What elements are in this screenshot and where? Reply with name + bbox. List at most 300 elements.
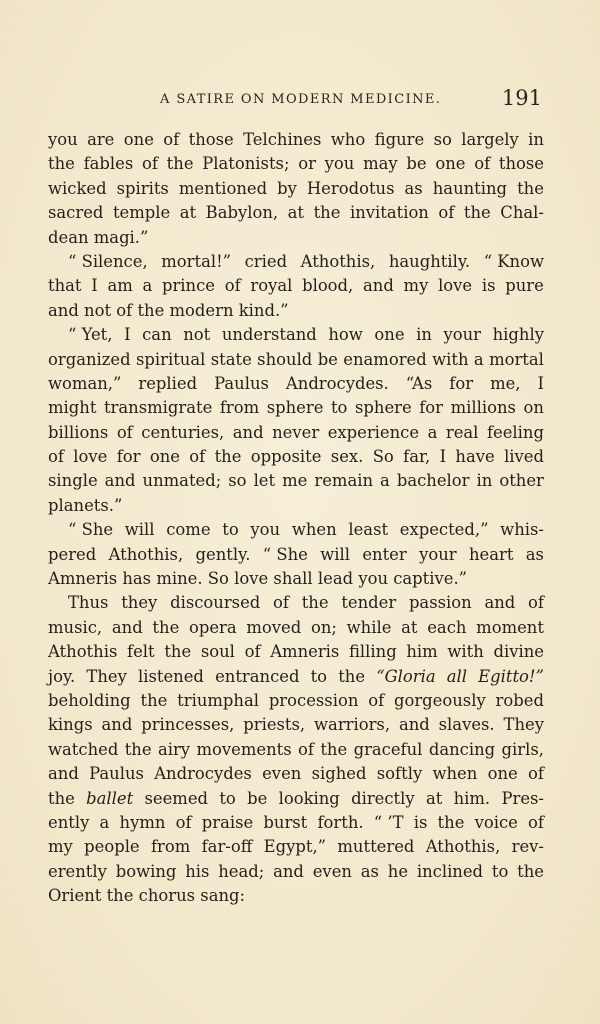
word: a xyxy=(99,812,110,832)
word: to xyxy=(310,666,328,686)
word: beholding xyxy=(48,690,131,710)
word: Athothis xyxy=(48,642,118,662)
text-line xyxy=(48,299,544,323)
word: one xyxy=(123,130,154,149)
word: lived xyxy=(504,447,544,467)
word: “ Know xyxy=(483,251,544,271)
word: robed xyxy=(495,690,544,710)
word: as xyxy=(360,861,379,881)
word: So xyxy=(372,447,394,467)
word: moment xyxy=(476,617,544,637)
word: on; xyxy=(310,617,337,637)
word: unmated; xyxy=(142,471,222,491)
word: remain xyxy=(314,471,374,491)
word: Pres- xyxy=(501,788,544,808)
word: my xyxy=(403,276,429,296)
word: on xyxy=(523,398,544,418)
word: of xyxy=(244,642,261,662)
word: you xyxy=(324,154,355,174)
word: figure xyxy=(374,130,425,149)
word: ballet xyxy=(86,788,134,808)
word: wicked xyxy=(48,178,107,198)
word: prince xyxy=(161,276,215,296)
word: they xyxy=(121,593,158,613)
word: the xyxy=(152,617,180,637)
word: be xyxy=(406,154,427,174)
word: “ She xyxy=(68,520,114,540)
word: of xyxy=(368,690,385,710)
word: “ She xyxy=(262,544,308,564)
word: soul xyxy=(200,642,235,662)
word: while xyxy=(346,617,392,637)
text-line xyxy=(48,811,544,835)
text-line xyxy=(48,445,544,469)
text-line xyxy=(48,689,544,713)
page-number: 191 xyxy=(501,86,542,110)
word: Paulus xyxy=(89,764,144,784)
word: of xyxy=(273,593,289,613)
word: even xyxy=(312,861,352,881)
text-line xyxy=(48,713,544,737)
text-line xyxy=(48,860,544,884)
word: fables xyxy=(83,154,134,174)
word: so xyxy=(433,130,452,149)
word: planets.” xyxy=(48,495,123,515)
word: that xyxy=(48,276,82,296)
word: a xyxy=(427,422,438,442)
word: sphere xyxy=(354,398,412,418)
word: and xyxy=(111,617,143,637)
word: of xyxy=(528,812,544,832)
word: to xyxy=(491,861,509,881)
word: inclined xyxy=(416,861,484,881)
word: love xyxy=(73,447,108,467)
text-line xyxy=(48,591,544,615)
word: the xyxy=(106,886,134,906)
text-line xyxy=(48,226,544,250)
word: kings xyxy=(48,715,93,735)
word: So xyxy=(207,569,229,589)
page-header xyxy=(48,86,544,116)
word: the xyxy=(517,178,544,198)
word: rev- xyxy=(511,837,544,857)
word: experience xyxy=(327,422,420,442)
text-line xyxy=(48,348,544,372)
word: bachelor xyxy=(396,471,470,491)
word: mentioned xyxy=(178,178,268,198)
word: of xyxy=(438,203,455,223)
word: bowing xyxy=(115,861,177,881)
word: Athothis, xyxy=(425,837,501,857)
word: to xyxy=(222,520,239,540)
word: so xyxy=(228,471,247,491)
word: heart xyxy=(468,544,514,564)
word: divine xyxy=(493,642,544,662)
word: centuries, xyxy=(141,422,225,442)
word: expected,” xyxy=(399,520,489,540)
word: I xyxy=(91,276,98,296)
word: you xyxy=(250,520,281,540)
word: woman,” xyxy=(48,373,122,393)
word: come xyxy=(166,520,211,540)
word: one xyxy=(435,154,466,174)
word: the xyxy=(437,812,465,832)
word: seemed xyxy=(144,788,209,808)
word: triumphal xyxy=(177,690,259,710)
word: praise xyxy=(201,812,254,832)
word: even xyxy=(262,764,302,784)
word: cried xyxy=(244,251,288,271)
word: and xyxy=(48,764,79,784)
word: Athothis, xyxy=(108,544,184,564)
word: voice xyxy=(474,812,518,832)
word: “ Yet, xyxy=(68,325,113,345)
word: Orient xyxy=(48,886,102,906)
word: or xyxy=(298,154,316,174)
word: warriors, xyxy=(314,715,391,735)
word: the xyxy=(301,593,329,613)
text-line xyxy=(48,201,544,225)
word: me, xyxy=(490,373,521,393)
word: dean xyxy=(48,227,89,247)
word: and xyxy=(362,276,394,296)
text-line xyxy=(48,835,544,859)
word: the xyxy=(166,154,194,174)
word: with xyxy=(447,642,484,662)
word: will xyxy=(124,520,155,540)
word: I xyxy=(439,447,447,467)
text-line xyxy=(48,616,544,640)
word: Amneris xyxy=(270,642,340,662)
text-line xyxy=(48,494,544,518)
word: be xyxy=(317,349,338,369)
word: sphere xyxy=(266,398,324,418)
word: for xyxy=(419,398,444,418)
text-line xyxy=(48,884,544,908)
word: of xyxy=(163,130,180,149)
word: replied xyxy=(138,373,198,393)
word: of xyxy=(224,276,241,296)
word: him. xyxy=(453,788,491,808)
word: moved xyxy=(246,617,302,637)
word: haughtily. xyxy=(388,251,471,271)
word: to xyxy=(330,398,348,418)
text-line xyxy=(48,738,544,762)
word: highly xyxy=(492,325,544,345)
word: one xyxy=(487,764,518,784)
text-line xyxy=(48,152,544,176)
word: my xyxy=(48,837,73,857)
word: people xyxy=(84,837,140,857)
word: “ Silence, xyxy=(68,251,148,271)
word: the xyxy=(338,666,366,686)
word: airy xyxy=(157,739,191,759)
word: have xyxy=(455,447,495,467)
word: enter xyxy=(362,544,407,564)
word: gorgeously xyxy=(393,690,486,710)
text-line xyxy=(48,421,544,445)
text-line xyxy=(48,469,544,493)
word: chorus xyxy=(138,886,196,906)
word: Amneris xyxy=(48,569,118,589)
word: in xyxy=(476,471,493,491)
word: Paulus xyxy=(214,373,269,393)
running-title: A SATIRE ON MODERN MEDICINE. xyxy=(160,92,442,107)
word: forth. xyxy=(317,812,364,832)
word: sacred xyxy=(48,203,104,223)
text-line xyxy=(48,762,544,786)
body-text xyxy=(48,128,544,909)
word: organized xyxy=(48,349,131,369)
word: pure xyxy=(505,276,544,296)
word: Egypt,” xyxy=(263,837,327,857)
word: by xyxy=(277,178,297,198)
text-line xyxy=(48,396,544,420)
word: be xyxy=(247,788,268,808)
word: girls, xyxy=(501,739,544,759)
word: feeling xyxy=(486,422,544,442)
word: watched xyxy=(48,739,119,759)
word: transmigrate xyxy=(103,398,213,418)
word: should xyxy=(257,349,313,369)
word: from xyxy=(219,398,260,418)
word: dancing xyxy=(428,739,496,759)
word: at xyxy=(425,788,443,808)
word: he xyxy=(387,861,409,881)
word: when xyxy=(432,764,478,784)
word: a xyxy=(380,471,390,491)
word: me xyxy=(282,471,308,491)
word: the xyxy=(48,788,75,808)
word: Chal- xyxy=(500,203,544,223)
word: magi.” xyxy=(93,227,149,247)
word: and xyxy=(484,593,516,613)
word: princesses, xyxy=(141,715,235,735)
word: tender xyxy=(341,593,397,613)
word: the xyxy=(124,739,152,759)
word: gently. xyxy=(195,544,251,564)
word: real xyxy=(445,422,479,442)
word: those xyxy=(498,154,544,174)
text-line xyxy=(48,372,544,396)
word: you xyxy=(48,130,78,149)
word: you xyxy=(358,569,388,589)
word: are xyxy=(87,130,115,149)
word: spirits xyxy=(116,178,169,198)
word: one xyxy=(149,447,180,467)
word: the xyxy=(164,642,192,662)
word: one xyxy=(374,325,405,345)
word: how xyxy=(328,325,363,345)
word: softly xyxy=(376,764,423,784)
word: invitation xyxy=(349,203,429,223)
word: of xyxy=(298,739,314,759)
text-line xyxy=(48,128,544,152)
word: directly xyxy=(351,788,415,808)
word: mine. xyxy=(156,569,203,589)
text-line xyxy=(48,640,544,664)
word: love xyxy=(234,569,269,589)
word: filling xyxy=(348,642,397,662)
word: priests, xyxy=(243,715,306,735)
word: looking xyxy=(278,788,340,808)
word: passion xyxy=(408,593,472,613)
word: least xyxy=(348,520,389,540)
word: head; xyxy=(218,861,265,881)
word: pered xyxy=(48,544,97,564)
word: not xyxy=(183,325,211,345)
word: kind.” xyxy=(238,300,289,320)
word: ently xyxy=(48,812,90,832)
word: Babylon, xyxy=(205,203,279,223)
word: Thus xyxy=(68,593,109,613)
word: sex. xyxy=(330,447,364,467)
text-line xyxy=(48,250,544,274)
word: billions xyxy=(48,422,109,442)
word: and xyxy=(101,715,133,735)
word: slaves. xyxy=(438,715,495,735)
word: when xyxy=(291,520,337,540)
text-line xyxy=(48,543,544,567)
word: the xyxy=(48,154,75,174)
word: the xyxy=(517,861,544,881)
word: with xyxy=(432,349,469,369)
word: of xyxy=(48,447,64,467)
word: joy. xyxy=(48,666,76,686)
word: at xyxy=(401,617,418,637)
word: haunting xyxy=(432,178,508,198)
word: the xyxy=(463,203,491,223)
word: the xyxy=(320,739,348,759)
word: They xyxy=(86,666,127,686)
word: may xyxy=(363,154,398,174)
word: and xyxy=(273,861,304,881)
word: muttered xyxy=(337,837,415,857)
word: far, xyxy=(403,447,431,467)
text-line xyxy=(48,567,544,591)
word: music, xyxy=(48,617,103,637)
word: of xyxy=(116,422,133,442)
word: whis- xyxy=(500,520,544,540)
word: your xyxy=(419,544,457,564)
word: modern xyxy=(169,300,234,320)
word: They xyxy=(503,715,544,735)
word: “Gloria xyxy=(376,666,436,686)
word: those xyxy=(188,130,234,149)
word: understand xyxy=(221,325,317,345)
word: him xyxy=(406,642,438,662)
word: Androcydes. xyxy=(285,373,389,393)
word: is xyxy=(413,812,428,832)
word: let xyxy=(253,471,276,491)
word: his xyxy=(185,861,210,881)
word: for xyxy=(116,447,141,467)
word: am xyxy=(107,276,133,296)
word: erently xyxy=(48,861,107,881)
word: spiritual xyxy=(135,349,206,369)
word: never xyxy=(272,422,320,442)
word: at xyxy=(179,203,197,223)
word: all xyxy=(446,666,468,686)
word: the xyxy=(140,690,168,710)
word: lead xyxy=(317,569,354,589)
text-line xyxy=(48,323,544,347)
word: captive.” xyxy=(393,569,468,589)
word: discoursed xyxy=(170,593,261,613)
word: state xyxy=(210,349,252,369)
word: I xyxy=(124,325,131,345)
word: and xyxy=(104,471,136,491)
word: the xyxy=(137,300,165,320)
word: the xyxy=(214,447,242,467)
word: a xyxy=(473,349,484,369)
word: for xyxy=(449,373,474,393)
word: listened xyxy=(137,666,204,686)
word: of xyxy=(142,154,158,174)
word: Platonists; xyxy=(202,154,290,174)
word: Telchines xyxy=(243,130,322,149)
word: in xyxy=(416,325,432,345)
word: I xyxy=(537,373,544,393)
word: opera xyxy=(188,617,237,637)
word: as xyxy=(525,544,544,564)
word: has xyxy=(122,569,152,589)
word: millions xyxy=(450,398,516,418)
word: opposite xyxy=(250,447,322,467)
word: other xyxy=(499,471,544,491)
word: Egitto!” xyxy=(478,666,544,686)
word: might xyxy=(48,398,97,418)
word: blood, xyxy=(302,276,354,296)
word: can xyxy=(142,325,172,345)
word: and xyxy=(398,715,430,735)
word: of xyxy=(527,764,544,784)
word: Androcydes xyxy=(154,764,252,784)
word: is xyxy=(481,276,496,296)
text-line xyxy=(48,177,544,201)
word: from xyxy=(150,837,191,857)
word: will xyxy=(320,544,350,564)
word: hymn xyxy=(119,812,166,832)
word: far-off xyxy=(201,837,253,857)
word: who xyxy=(330,130,366,149)
word: of xyxy=(528,593,544,613)
word: burst xyxy=(263,812,308,832)
word: mortal xyxy=(489,349,544,369)
word: your xyxy=(443,325,482,345)
word: “ ’T xyxy=(373,812,404,832)
word: a xyxy=(142,276,153,296)
word: temple xyxy=(112,203,171,223)
word: mortal!” xyxy=(161,251,232,271)
word: royal xyxy=(250,276,293,296)
word: graceful xyxy=(353,739,423,759)
word: of xyxy=(116,300,133,320)
text-line xyxy=(48,787,544,811)
word: sang: xyxy=(200,886,246,906)
word: of xyxy=(189,447,206,467)
word: largely xyxy=(461,130,519,149)
word: sighed xyxy=(311,764,367,784)
word: procession xyxy=(268,690,359,710)
word: Athothis, xyxy=(300,251,376,271)
word: felt xyxy=(127,642,155,662)
word: “As xyxy=(405,373,433,393)
word: and xyxy=(232,422,264,442)
word: in xyxy=(528,130,544,149)
text-line xyxy=(48,665,544,689)
word: single xyxy=(48,471,98,491)
